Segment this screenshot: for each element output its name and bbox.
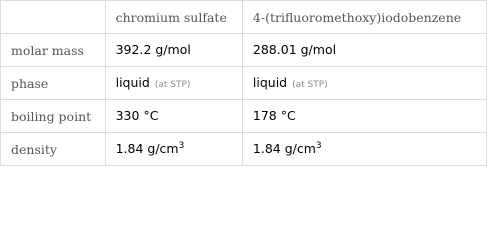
cell-molar-mass-trifluoromethoxy-iodobenzene	[242, 34, 486, 67]
value-text: liquid	[252, 75, 288, 90]
value-text: 392.2 g/mol	[115, 42, 191, 57]
value-text: 330 °C	[115, 108, 159, 123]
row-label-boiling-point: boiling point	[1, 100, 106, 133]
table-row	[1, 100, 487, 133]
cell-density-trifluoromethoxy-iodobenzene	[242, 133, 486, 166]
cell-phase-trifluoromethoxy-iodobenzene	[242, 67, 486, 100]
row-label-molar-mass: molar mass	[1, 34, 106, 67]
row-label-density: density	[1, 133, 106, 166]
column-header-chromium-sulfate: chromium sulfate	[105, 1, 242, 34]
value-text: 1.84 g/cm	[252, 141, 316, 156]
unit-exponent: 3	[315, 141, 322, 151]
table-row	[1, 34, 487, 67]
row-label-phase: phase	[1, 67, 106, 100]
table-header-row	[1, 1, 487, 34]
cell-boiling-point-chromium-sulfate	[105, 100, 242, 133]
cell-density-chromium-sulfate	[105, 133, 242, 166]
column-header-trifluoromethoxy-iodobenzene: 4-(trifluoromethoxy)iodobenzene	[242, 1, 486, 34]
cell-boiling-point-trifluoromethoxy-iodobenzene	[242, 100, 486, 133]
value-text: 288.01 g/mol	[252, 42, 337, 57]
table-row	[1, 67, 487, 100]
header-corner-cell	[1, 1, 106, 34]
value-text: liquid	[115, 75, 150, 90]
cell-phase-chromium-sulfate	[105, 67, 242, 100]
value-text: 178 °C	[252, 108, 296, 123]
table-row	[1, 133, 487, 166]
condition-note: (at STP)	[154, 80, 191, 90]
condition-note: (at STP)	[292, 80, 328, 90]
cell-molar-mass-chromium-sulfate	[105, 34, 242, 67]
unit-exponent: 3	[178, 141, 185, 151]
value-text: 1.84 g/cm	[115, 141, 179, 156]
